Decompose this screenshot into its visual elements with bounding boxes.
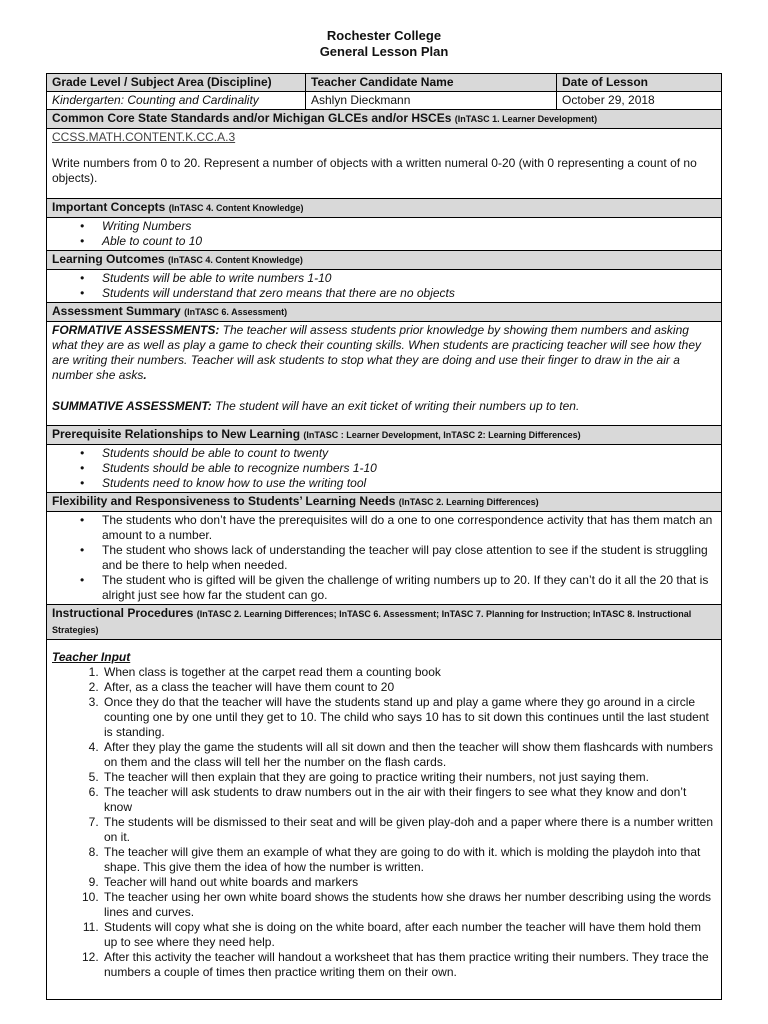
flexibility-body [47,512,721,605]
list-item: • The students who don’t have the prerequisites will do a one to one correspondence activity that has them match an amount to a number. [102,513,716,543]
info-value-row [47,92,721,110]
summative-text: The student will have an exit ticket of writing their numbers up to ten. [211,399,580,413]
document-title [0,28,768,60]
grade-value: Kindergarten: Counting and Cardinality [47,92,306,109]
outcomes-header [47,251,721,270]
list-item: 3. Once they do that the teacher will have the students stand up and play a game where they go around in a circle counting one by one until they get to 10. The child who says 10 has to sit down this continues until the last student is standing. [102,695,716,740]
date-label: Date of Lesson [562,75,649,89]
list-item: 7. The students will be dismissed to their seat and will be given play-doh and a paper where there is a number written on it. [102,815,716,845]
concepts-body [47,218,721,251]
teacher-label: Teacher Candidate Name [306,74,557,91]
standards-heading: Common Core State Standards and/or Michigan GLCEs and/or HSCEs [52,111,452,125]
list-item: • The student who is gifted will be given the challenge of writing numbers up to 20. If they can’t do it all the 20 that is alright just see how far the student can go. [102,573,716,603]
flexibility-list [52,513,716,603]
standard-code-link[interactable]: CCSS.MATH.CONTENT.K.CC.A.3 [52,130,236,144]
list-item: 1. When class is together at the carpet read them a counting book [102,665,716,680]
list-item: 10. The teacher using her own white board shows the students how she draws her number describing using the words lines and curves. [102,890,716,920]
list-item: • The student who shows lack of understanding the teacher will pay close attention to see if the student is struggling and be there to help when needed. [102,543,716,573]
list-item: 11. Students will copy what she is doing on the white board, after each number the teacher will have them hold them up to see where they need help. [102,920,716,950]
plan-title: General Lesson Plan [319,44,449,59]
flexibility-heading-note: (InTASC 2. Learning Differences) [398,497,539,507]
formative-end: . [143,368,147,382]
outcomes-list [52,271,716,301]
assessment-heading: Assessment Summary [52,304,181,318]
flexibility-header [47,493,721,512]
list-item: • Students need to know how to use the writing tool [102,476,716,491]
formative-assessment [52,323,716,383]
list-item: • Writing Numbers [102,219,716,234]
procedures-heading: Instructional Procedures [52,606,194,620]
procedures-header [47,605,721,640]
list-item: 6. The teacher will ask students to draw numbers out in the air with their fingers to see what they know and don’t know [102,785,716,815]
flexibility-heading: Flexibility and Responsiveness to Students’ Learning Needs [52,494,396,508]
procedures-body [47,640,721,999]
teacher-input-heading: Teacher Input [52,650,131,664]
outcomes-heading-note: (InTASC 4. Content Knowledge) [168,255,303,265]
summative-label: SUMMATIVE ASSESSMENT: [52,399,212,413]
list-item: 2. After, as a class the teacher will have them count to 20 [102,680,716,695]
info-header-row [47,74,721,92]
list-item: 5. The teacher will then explain that they are going to practice writing their numbers, not just saying them. [102,770,716,785]
list-item: 8. The teacher will give them an example of what they are going to do with it. which is molding the playdoh into that shape. This give them the idea of how the number is written. [102,845,716,875]
procedure-steps [52,665,716,980]
formative-text: The teacher will assess students prior knowledge by showing them numbers and asking what they are as well as play a game to check their counting skills. When students are practicing teacher will see how they are writing their numbers. Teacher will ask students to stop what they are doing and use their finger to draw in the air a number she asks [52,323,701,382]
standard-text: Write numbers from 0 to 20. Represent a number of objects with a written numeral 0-20 (with 0 representing a count of no objects). [52,156,697,185]
list-item: • Students will be able to write numbers 1-10 [102,271,716,286]
list-item: • Able to count to 10 [102,234,716,249]
summative-assessment [52,399,716,414]
concepts-heading: Important Concepts [52,200,166,214]
concepts-heading-note: (InTASC 4. Content Knowledge) [168,203,304,213]
outcomes-body [47,270,721,303]
outcomes-heading: Learning Outcomes [52,252,165,266]
list-item: • Students will understand that zero means that there are no objects [102,286,716,301]
formative-label: FORMATIVE ASSESSMENTS: [52,323,220,337]
prereq-header [47,426,721,445]
prereq-list [52,446,716,491]
list-item: • Students should be able to recognize numbers 1-10 [102,461,716,476]
list-item: • Students should be able to count to twenty [102,446,716,461]
prereq-heading-note: (InTASC : Learner Development, InTASC 2: Learning Differences) [303,430,581,440]
list-item: 9. Teacher will hand out white boards and markers [102,875,716,890]
assessment-body [47,322,721,426]
assessment-heading-note: (InTASC 6. Assessment) [184,307,288,317]
college-name: Rochester College [326,28,442,43]
procedures-heading-note: (InTASC 2. Learning Differences; InTASC 6. Assessment; InTASC 7. Planning for Instruction; InTASC 8. Instructional Strategies) [52,609,692,635]
list-item: 12. After this activity the teacher will handout a worksheet that has them practice writing their numbers. They trace the numbers a couple of times then practice writing them on their own. [102,950,716,980]
list-item: 4. After they play the game the students will all sit down and then the teacher will show them flashcards with numbers on them and the class will tell her the number on the flash cards. [102,740,716,770]
standards-heading-note: (InTASC 1. Learner Development) [454,114,598,124]
lesson-plan-table [46,73,722,1000]
assessment-header [47,303,721,322]
prereq-body [47,445,721,493]
concepts-list [52,219,716,249]
concepts-header [47,199,721,218]
standards-header [47,110,721,129]
prereq-heading: Prerequisite Relationships to New Learning [52,427,301,441]
standards-body [47,129,721,199]
teacher-value: Ashlyn Dieckmann [306,92,557,109]
grade-label: Grade Level / Subject Area (Discipline) [47,74,306,91]
date-value: October 29, 2018 [562,93,655,107]
